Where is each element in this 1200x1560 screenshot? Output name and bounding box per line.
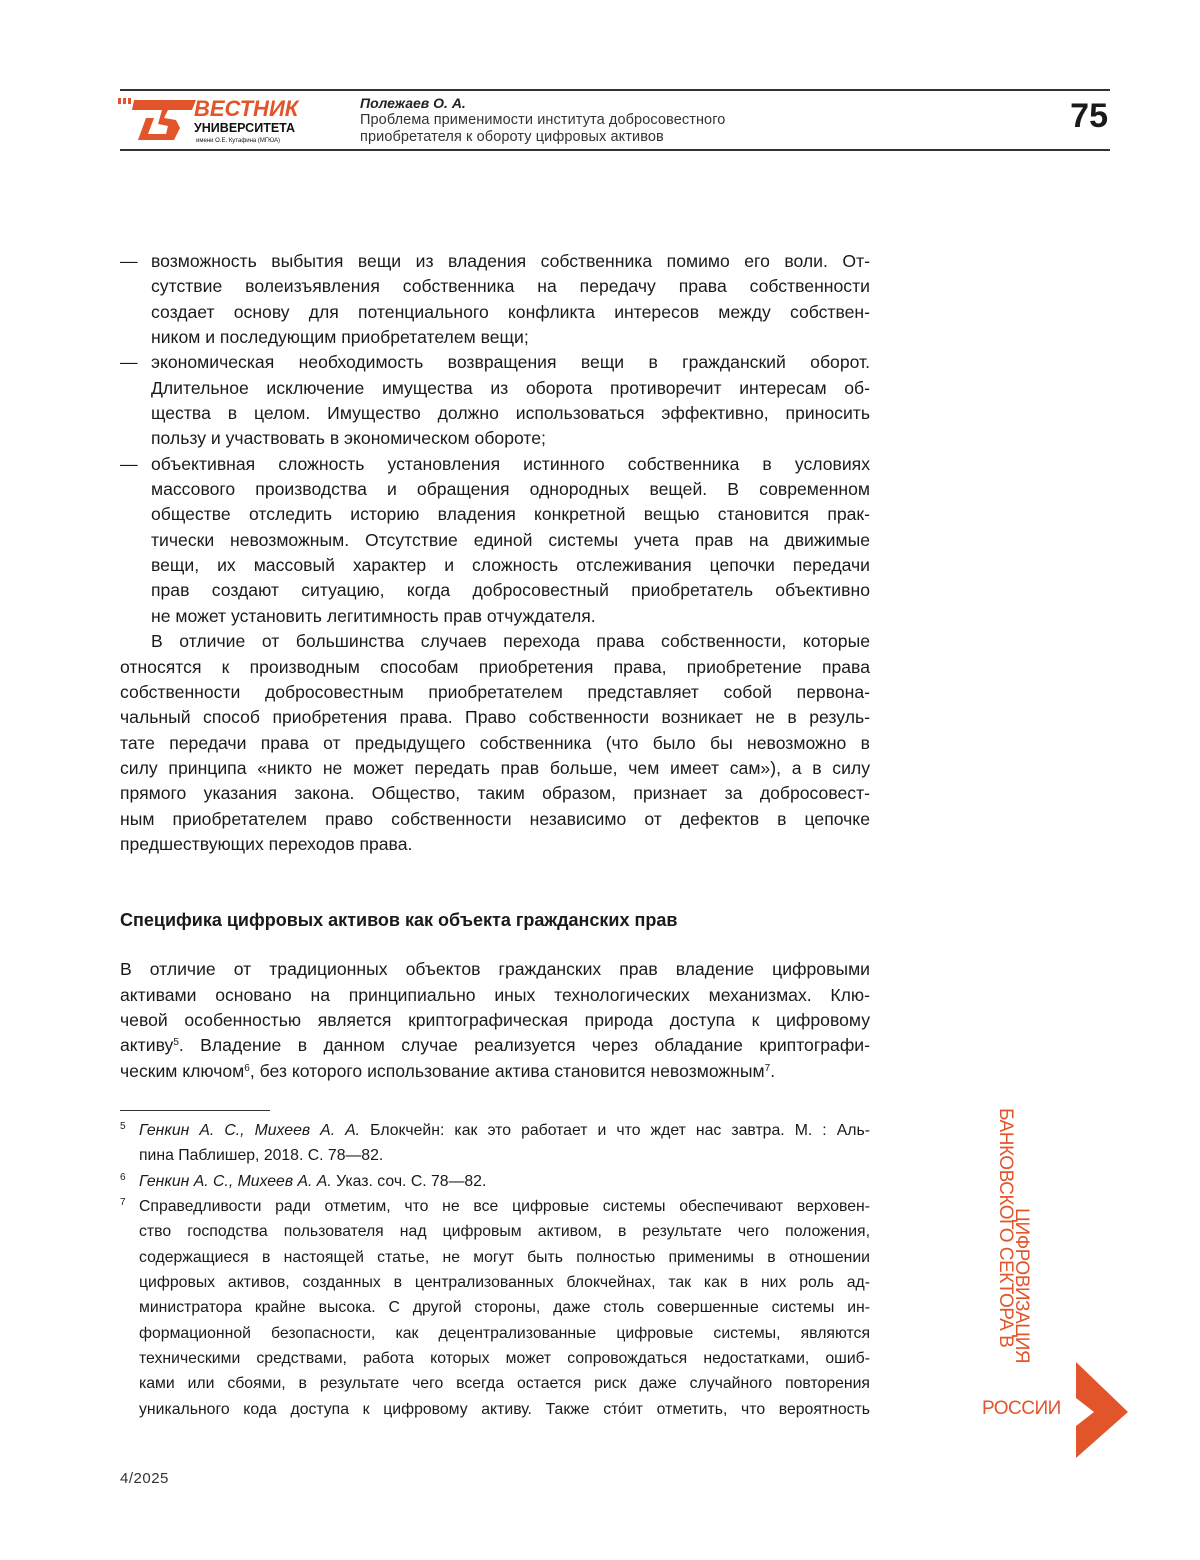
text-line: собственности добросовестным приобретателем представляет собой первона- <box>120 681 870 702</box>
text-line <box>139 1118 870 1143</box>
side-banner-line: РОССИИ <box>982 1398 1061 1419</box>
header-title-line: Проблема применимости института добросовестного <box>360 112 726 128</box>
logo-subtitle-text: имени О.Е. Кутафина (МГЮА) <box>196 138 281 144</box>
text-line: В отличие от большинства случаев перехода права собственности, которые <box>151 631 870 652</box>
bullet-list <box>120 249 870 629</box>
text-line: тате передачи права от предыдущего собственника (что было бы невозможно в <box>120 732 870 753</box>
text-run[interactable]: Блокчейн: как это работает и что ждет нас завтра. М. : Аль- <box>360 1122 871 1139</box>
text-run[interactable]: активами основано на принципиально иных технологических механизмах. Клю- <box>120 984 870 1005</box>
text-line: сутствие волеизъявления собственника на передачу права собственности <box>151 276 870 297</box>
footnote-number: 5 <box>120 1121 126 1132</box>
footnote <box>120 1194 870 1422</box>
text-line: прав создают ситуацию, когда добросовестный приобретатель объективно <box>151 580 870 601</box>
paragraph <box>120 629 870 857</box>
text-line: тически невозможным. Отсутствие единой системы учета прав на движимые <box>151 529 870 550</box>
footnote-ref[interactable]: 5 <box>173 1037 179 1049</box>
paragraph <box>120 957 870 1084</box>
text-line <box>120 957 870 982</box>
bullet-item <box>120 350 870 451</box>
text-run[interactable]: уникального кода доступа к цифровому активу. Также сто́ит отметить, что вероятность <box>139 1400 870 1418</box>
issue-number: 4/2025 <box>120 1470 169 1487</box>
header-title-line: приобретателя к обороту цифровых активов <box>360 129 664 145</box>
text-line <box>139 1295 870 1320</box>
text-line: ным приобретателем право собственности независимо от дефектов в цепочке <box>120 808 870 829</box>
text-run[interactable]: пина Паблишер, 2018. С. 78—82. <box>139 1147 384 1165</box>
page-number: 75 <box>1070 97 1108 135</box>
text-run[interactable]: ство господства пользователя над цифровым активом, в результате чего положения, <box>139 1223 870 1241</box>
text-line <box>139 1194 870 1219</box>
text-line <box>139 1270 870 1295</box>
text-line <box>139 1143 870 1168</box>
text-line: Длительное исключение имущества из оборота противоречит интересам об- <box>151 377 870 398</box>
text-line: объективная сложность установления истинного собственника в условиях <box>151 453 870 474</box>
header-article-title <box>360 112 725 146</box>
arrow-logo-icon <box>1072 1360 1130 1460</box>
author-names: Генкин А. С., Михеев А. А. <box>139 1122 361 1139</box>
text-run[interactable]: , без которого использование актива становится невозможным <box>249 1060 765 1081</box>
text-line <box>139 1219 870 1244</box>
text-line: предшествующих переходов права. <box>120 833 413 854</box>
footnote <box>120 1118 870 1169</box>
text-run[interactable]: цифровых активов, созданных в централизованных блокчейнах, так как в них роль ад- <box>139 1274 870 1292</box>
text-line: щества в целом. Имущество должно использоваться эффективно, приносить <box>151 403 870 424</box>
text-line <box>120 983 870 1008</box>
footnote-number: 7 <box>120 1197 126 1209</box>
text-run[interactable]: ческим ключом <box>120 1060 245 1081</box>
header-author: Полежаев О. А. <box>360 95 466 111</box>
footnote-ref[interactable]: 6 <box>244 1062 250 1074</box>
bullet-marker: — <box>120 352 138 373</box>
text-line: не может установить легитимность прав отчуждателя. <box>151 605 596 626</box>
text-line <box>139 1397 870 1422</box>
section-heading: Специфика цифровых активов как объекта гражданских прав <box>120 910 678 931</box>
text-line <box>120 1008 870 1033</box>
journal-logo <box>118 94 318 146</box>
text-run[interactable]: Указ. соч. С. 78—82. <box>331 1172 487 1190</box>
text-run[interactable]: ками или сбоями, в результате чего всегда остается риск даже случайного повторения <box>139 1375 870 1393</box>
text-line: силу принципа «никто не может передать прав больше, чем имеет сам»), а в силу <box>120 757 870 778</box>
footnote <box>120 1169 870 1194</box>
logo-vestnik-text: ВЕСТНИК <box>194 96 299 121</box>
text-line <box>120 1059 870 1084</box>
text-line: создает основу для потенциального конфликта интересов между собствен- <box>151 301 870 322</box>
text-line: вещи, их массовый характер и сложность отслеживания цепочки передачи <box>151 555 870 576</box>
text-line: ником и последующим приобретателем вещи; <box>151 327 529 348</box>
text-line <box>120 1033 870 1058</box>
footnote-number: 6 <box>120 1171 126 1183</box>
side-banner-line: ЦИФРОВИЗАЦИЯ <box>1011 1208 1032 1364</box>
text-line: экономическая необходимость возвращения вещи в гражданский оборот. <box>151 352 870 373</box>
text-run[interactable]: активу <box>120 1035 174 1056</box>
text-line: прямого указания закона. Общество, таким образом, признает за добросовест- <box>120 783 870 804</box>
text-line: возможность выбытия вещи из владения собственника помимо его воли. От- <box>151 251 870 271</box>
text-line: относятся к производным способам приобретения права, приобретение права <box>120 656 870 677</box>
bullet-marker: — <box>120 453 138 474</box>
article-body <box>120 249 870 1084</box>
text-run[interactable]: министратора крайне высока. С другой стороны, даже столь совершенные системы ин- <box>139 1299 870 1317</box>
header-bottom-rule <box>120 149 1110 151</box>
text-line: массового производства и обращения однородных вещей. В современном <box>151 479 870 500</box>
text-line: пользу и участвовать в экономическом обороте; <box>151 428 546 449</box>
text-run[interactable]: . Владение в данном случае реализуется через обладание криптографи- <box>178 1035 870 1056</box>
logo-university-text: УНИВЕРСИТЕТА <box>194 121 296 135</box>
text-line <box>139 1346 870 1371</box>
text-line <box>139 1371 870 1396</box>
text-run[interactable]: содержащиеся в настоящей статье, не могут быть полностью применимы в отношении <box>139 1248 870 1266</box>
bullet-item <box>120 249 870 350</box>
text-line: чальный способ приобретения права. Право собственности возникает не в резуль- <box>120 707 870 728</box>
text-line <box>139 1321 870 1346</box>
author-names: Генкин А. С., Михеев А. А. <box>139 1172 332 1190</box>
text-run[interactable]: чевой особенностью является криптографическая природа доступа к цифровому <box>120 1009 870 1030</box>
footnote-ref[interactable]: 7 <box>764 1062 771 1074</box>
text-run[interactable]: формационной безопасности, как децентрализованные цифровые системы, являются <box>139 1324 870 1342</box>
footnotes <box>120 1118 870 1422</box>
text-run[interactable]: В отличие от традиционных объектов гражданских прав владение цифровыми <box>120 959 870 980</box>
side-banner-line: БАНКОВСКОГО СЕКТОРА В <box>995 1108 1016 1348</box>
footnote-separator <box>120 1110 270 1111</box>
text-line: обществе отследить историю владения конкретной вещью становится прак- <box>151 504 870 525</box>
text-run[interactable]: техническими средствами, работа которых может сопровождаться недостатками, ошиб- <box>139 1350 870 1368</box>
bullet-item <box>120 452 870 629</box>
bullet-marker: — <box>120 251 138 271</box>
text-run[interactable]: . <box>770 1060 776 1081</box>
text-line <box>139 1245 870 1270</box>
text-line <box>139 1169 870 1194</box>
header-top-rule <box>120 89 1110 91</box>
text-run[interactable]: Справедливости ради отметим, что не все цифровые системы обеспечивают верховен- <box>139 1198 870 1216</box>
